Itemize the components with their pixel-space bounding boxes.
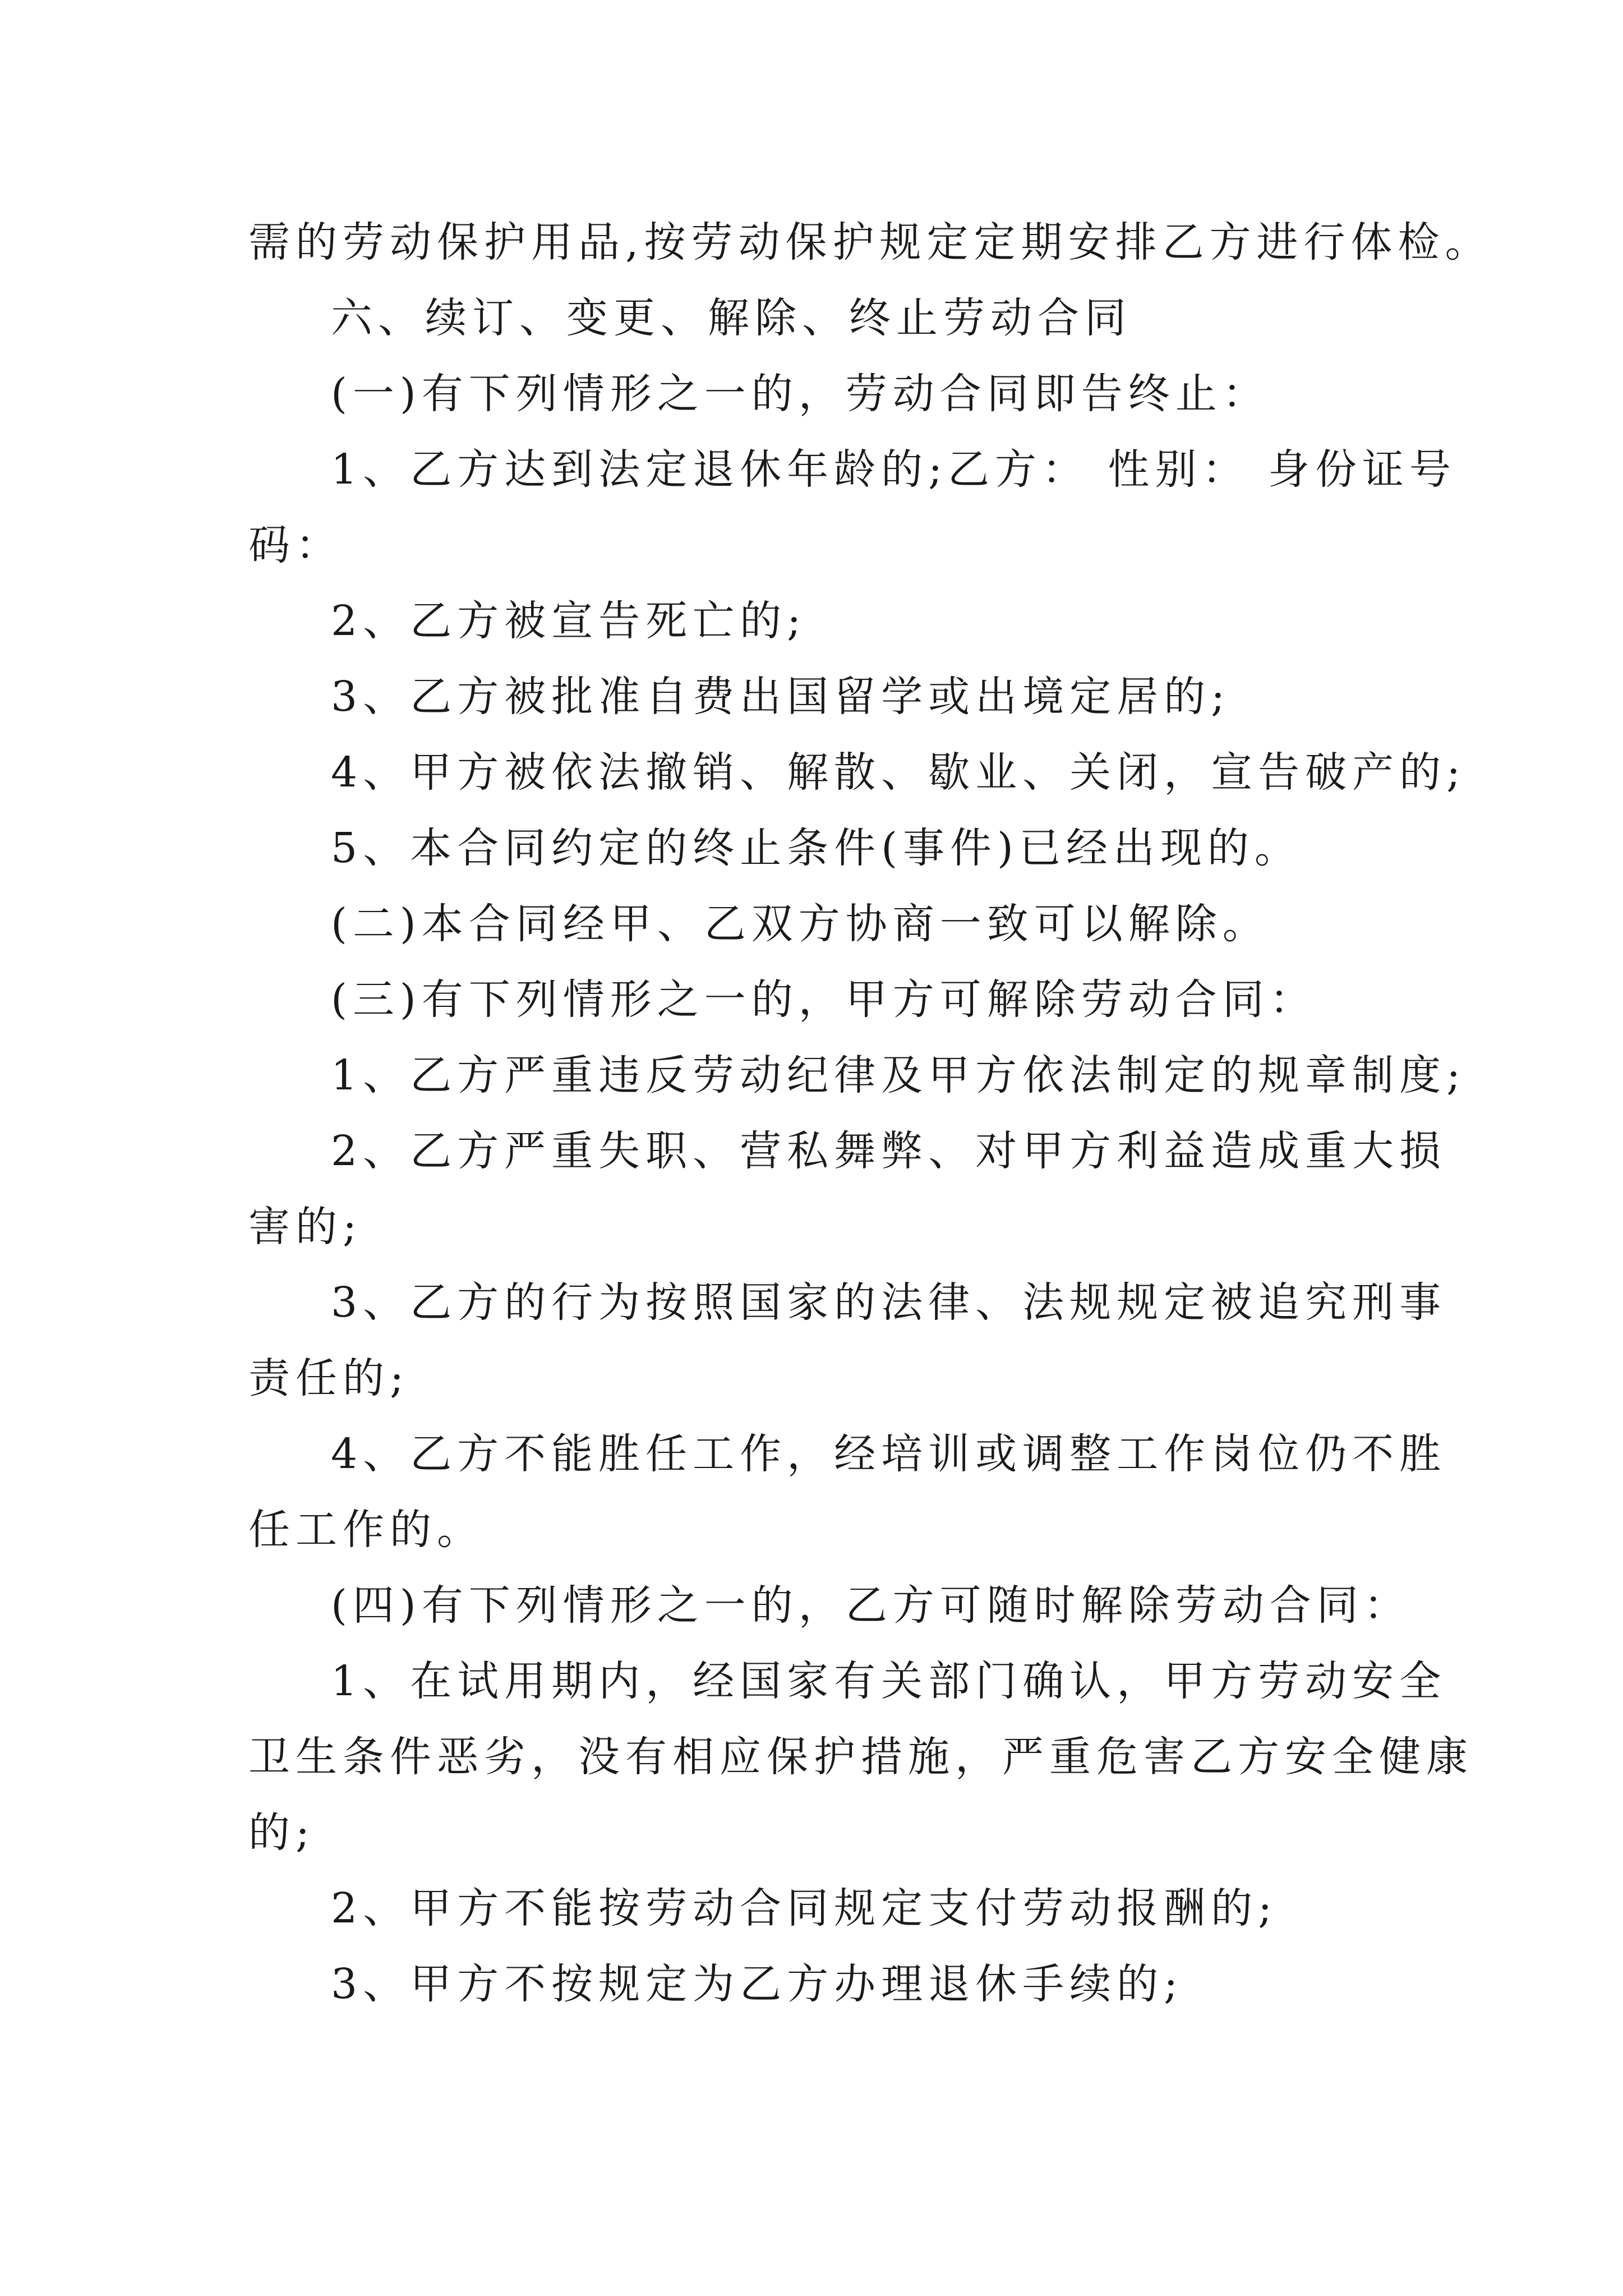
- text-line: 4、乙方不能胜任工作，经培训或调整工作岗位仍不胜: [331, 1430, 1447, 1478]
- text-line: 3、甲方不按规定为乙方办理退休手续的;: [331, 1960, 1184, 2008]
- text-line: 任工作的。: [248, 1506, 484, 1554]
- text-line: 2、甲方不能按劳动合同规定支付劳动报酬的;: [331, 1884, 1278, 1932]
- text-line: 的;: [248, 1809, 315, 1857]
- subsection-heading: (二)本合同经甲、乙双方协商一致可以解除。: [331, 900, 1270, 948]
- section-heading: 六、续订、变更、解除、终止劳动合同: [331, 294, 1132, 342]
- text-line: 卫生条件恶劣，没有相应保护措施，严重危害乙方安全健康: [248, 1733, 1473, 1781]
- text-line: 4、甲方被依法撤销、解散、歇业、关闭，宣告破产的;: [331, 748, 1467, 797]
- subsection-heading: (三)有下列情形之一的，甲方可解除劳动合同：: [331, 976, 1317, 1024]
- text-line: 1、乙方达到法定退休年龄的;乙方： 性别： 身份证号: [331, 445, 1457, 494]
- text-line: 5、本合同约定的终止条件(事件)已经出现的。: [331, 824, 1302, 872]
- subsection-heading: (一)有下列情形之一的，劳动合同即告终止：: [331, 370, 1270, 418]
- text-line: 需的劳动保护用品,按劳动保护规定定期安排乙方进行体检。: [248, 218, 1492, 266]
- text-line: 1、在试用期内，经国家有关部门确认，甲方劳动安全: [331, 1657, 1447, 1705]
- text-line: 3、乙方被批准自费出国留学或出境定居的;: [331, 673, 1231, 721]
- text-line: 2、乙方严重失职、营私舞弊、对甲方利益造成重大损: [331, 1127, 1447, 1175]
- text-line: 2、乙方被宣告死亡的;: [331, 597, 807, 645]
- text-line: 3、乙方的行为按照国家的法律、法规规定被追究刑事: [331, 1278, 1447, 1327]
- text-line: 1、乙方严重违反劳动纪律及甲方依法制定的规章制度;: [331, 1051, 1467, 1099]
- text-line: 码：: [248, 521, 343, 569]
- text-line: 害的;: [248, 1203, 362, 1251]
- text-line: 责任的;: [248, 1354, 409, 1402]
- subsection-heading: (四)有下列情形之一的，乙方可随时解除劳动合同：: [331, 1581, 1411, 1630]
